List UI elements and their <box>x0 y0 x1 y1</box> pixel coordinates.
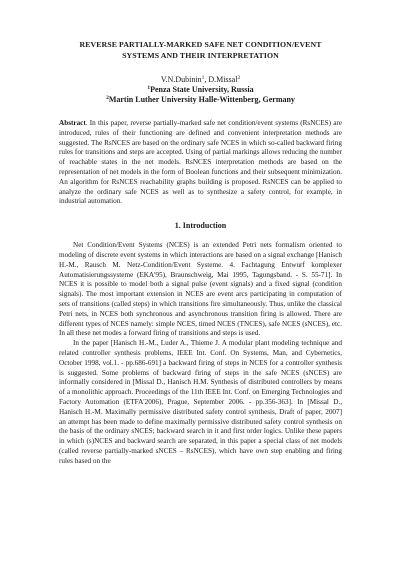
affiliation-marker: 2 <box>106 95 109 101</box>
title-line-2: SYSTEMS AND THEIR INTERPRETATION <box>122 50 279 60</box>
abstract-label: Abstract <box>59 119 86 127</box>
affiliation-list <box>59 85 342 105</box>
body-paragraph: In the paper [Hanisch H.-M., Luder A., Thieme J. A modular plant modeling technique and related controller synthesis problems, IEEE Int. Conf. On Systems, Man, and Cybernetics, October 1998, vol.1. - pp.686-691] a backward firing of steps in NCES for a controller synthesis is suggested. Some problems of backward firing of steps in the safe NCES (sNCES) are informally considered in [Missal D., Hanisch H.M. Synthesis of distributed controllers by means of a monolithic approach. Proceedings of the 11th IEEE Int. Conf. on Emerging Technologies and Factory Automation (ETFA'2006), Prague, September 2006. - pp.356-363]. In [Missal D., Hanisch H.-M. Maximally permissive distributed safety control synthesis, Draft of paper, 2007] an attempt has been made to define maximally permissive distributed safety control synthesis on the basis of the ordinary sNCES; backward search in it and first order logics. Unlike these papers in which (s)NCES and backward search are separated, in this paper a special class of net models (called reverse partially-marked sNCES – RsNCES), which have own step enabling and firing rules based on the <box>59 339 342 465</box>
author-list <box>59 75 342 85</box>
author-separator: , <box>204 75 209 84</box>
affiliation-marker: 1 <box>201 75 205 81</box>
author-name: D.Missal <box>208 75 238 84</box>
affiliation <box>59 95 342 105</box>
author-name: V.N.Dubinin <box>160 75 202 84</box>
affiliation-marker: 2 <box>237 75 241 81</box>
title-line-1: REVERSE PARTIALLY-MARKED SAFE NET CONDITION/EVENT <box>79 40 322 49</box>
abstract-text: . In this paper, reverse partially-marked safe net condition/event systems (RsNCES) are introduced, rules of their functioning are defined and convenient interpretation methods are suggested. The RsNCES are based on the ordinary safe NCES in which so-called backward firing rules for transitions and steps are accepted. Using of partial markings allows reducing the number of reachable states in the net models. RsNCES interpretation methods are based on the representation of net models in the form of Boolean functions and their subsequent minimization. An algorithm for RsNCES reachability graphs building is proposed. RsNCES can be applied to analyze the ordinary safe NCES as well as to synthesize a safety control, for example, in industrial automation. <box>59 119 342 206</box>
affiliation <box>59 85 342 95</box>
body-paragraph: Net Condition/Event Systems (NCES) is an extended Petri nets formalism oriented to modeling of discrete event systems in which interactions are based on a signal exchange [Hanisch H.-M., Rausch M. Netz-Condition/Event Systeme. 4. Fachtagung Entwurf komplexer Automatisierungssysteme (EKA'95), Braunschweig, Mai 1995, Tagungsband. - S. 55-71]. In NCES it is possible to model both a signal pulse (event signals) and a fixed signal (condition signals). The most important extension in NCES are event arcs participating in computation of sets of transitions (called steps) in which transitions fire simultaneously. Thus, unlike the classical Petri nets, in NCES both synchronous and asynchronous transition firing is allowed. There are different types of NCES namely: simple NCES, timed NCES (TNCES), safe NCES (sNCES), etc. In all these net modes a forward firing of transitions and steps is used. <box>59 241 342 338</box>
abstract <box>59 119 342 207</box>
affiliation-text: Martin Luther University Halle-Wittenberg, Germany <box>108 95 295 104</box>
affiliation-text: Penza State University, Russia <box>150 85 254 94</box>
section-heading: 1. Introduction <box>174 221 227 231</box>
paper-title <box>59 40 342 61</box>
affiliation-marker: 1 <box>147 85 151 91</box>
